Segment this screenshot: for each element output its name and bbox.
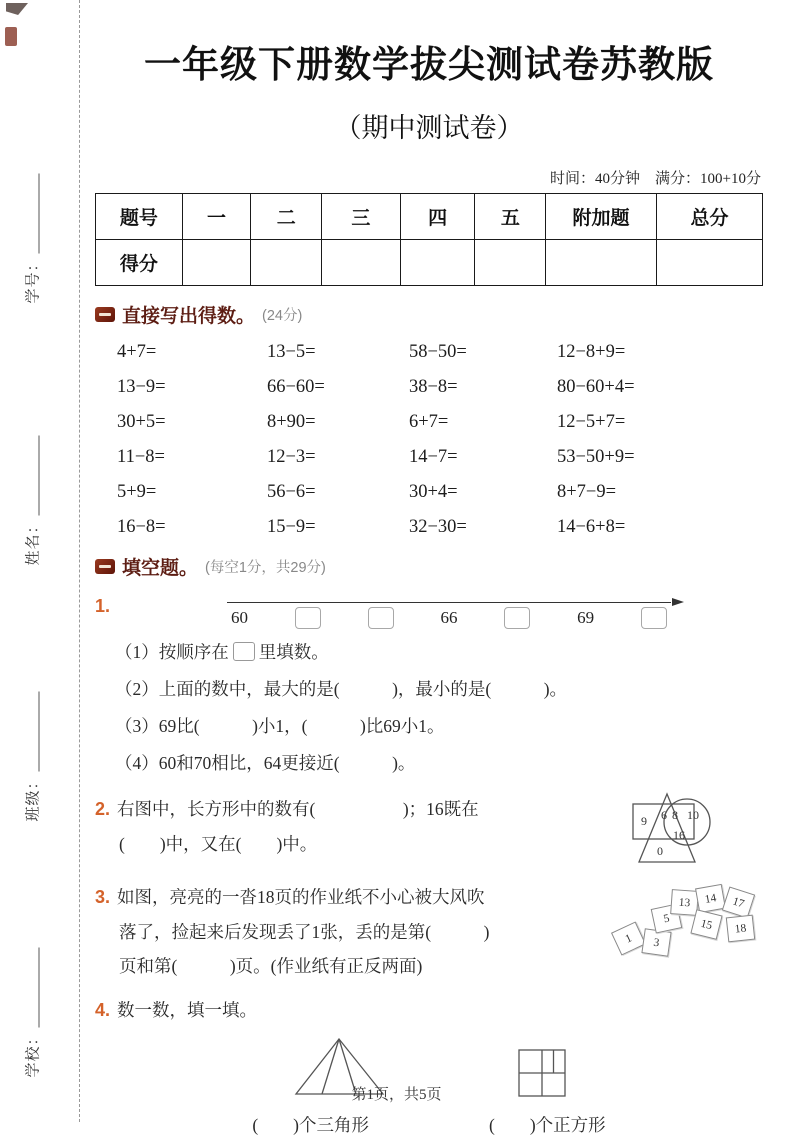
svg-text:0: 0 bbox=[657, 843, 663, 858]
question-3-text: 3. 如图，亮亮的一沓18页的作业纸不小心被大风吹 落了，捡起来后发现丢了1张，丢的是第( ) 页和第( )页。(作业纸有正反两面) bbox=[95, 880, 613, 983]
school-field bbox=[22, 928, 43, 1078]
binding-margin bbox=[0, 0, 84, 1122]
page-title: 一年级下册数学拔尖测试卷苏教版 bbox=[144, 45, 714, 86]
class-blank-line bbox=[25, 691, 40, 771]
paper-sheet: 15 bbox=[690, 909, 722, 940]
question-1 bbox=[95, 596, 763, 629]
question-1-sub-1: （1）按顺序在 里填数。 bbox=[115, 642, 329, 662]
problem: 12−5+7= bbox=[557, 412, 626, 432]
score-cell-empty bbox=[656, 240, 762, 286]
question-4: 4. 数一数，填一填。 bbox=[95, 999, 258, 1020]
svg-text:6: 6 bbox=[661, 807, 667, 822]
score-table-header-row bbox=[96, 194, 763, 240]
shapes-figure bbox=[629, 792, 721, 868]
question-4-answers bbox=[95, 1112, 763, 1137]
problem: 13−9= bbox=[117, 377, 166, 397]
problem: 6+7= bbox=[409, 412, 449, 432]
number-line-label: 66 bbox=[440, 608, 458, 627]
question-1-sub-2: （2）上面的数中，最大的是( )，最小的是( )。 bbox=[115, 679, 568, 700]
score-cell-empty bbox=[251, 240, 322, 286]
name-blank-line bbox=[25, 435, 40, 515]
school-label: 学校： bbox=[24, 1029, 42, 1078]
score-table bbox=[95, 193, 763, 286]
score-cell-empty bbox=[546, 240, 657, 286]
problem: 8+90= bbox=[267, 412, 316, 432]
question-2 bbox=[95, 792, 763, 868]
problem: 8+7−9= bbox=[557, 482, 617, 502]
problem: 80−60+4= bbox=[557, 377, 635, 397]
number-line-items bbox=[227, 607, 671, 629]
paper-content bbox=[95, 0, 763, 1137]
class-field bbox=[22, 672, 43, 822]
paper-sheet: 5 bbox=[651, 903, 683, 933]
problem: 16−8= bbox=[117, 517, 166, 537]
fold-dashed-line bbox=[79, 0, 80, 1122]
fill-in-box bbox=[504, 607, 530, 629]
page-footer: 第1页，共5页 bbox=[351, 1087, 442, 1103]
score-table-header: 总分 bbox=[656, 194, 762, 240]
school-blank-line bbox=[25, 947, 40, 1027]
fill-in-box bbox=[295, 607, 321, 629]
section1-header bbox=[95, 301, 763, 328]
svg-text:16: 16 bbox=[673, 827, 685, 842]
square-count-blank: ( )个正方形 bbox=[489, 1114, 606, 1135]
problem: 5+9= bbox=[117, 482, 157, 502]
number-line-label: 60 bbox=[231, 608, 249, 627]
name-label: 姓名： bbox=[24, 517, 42, 566]
paper-sheet: 1 bbox=[611, 921, 646, 955]
problem: 4+7= bbox=[117, 342, 157, 362]
problem: 38−8= bbox=[409, 377, 458, 397]
question-number: 4. bbox=[95, 999, 111, 1020]
paper-sheet: 17 bbox=[722, 886, 755, 918]
student-id-blank-line bbox=[25, 173, 40, 253]
svg-text:9: 9 bbox=[641, 813, 647, 828]
problem: 30+4= bbox=[409, 482, 458, 502]
problem: 32−30= bbox=[409, 517, 467, 537]
score-table-header: 二 bbox=[251, 194, 322, 240]
fill-in-box bbox=[233, 642, 255, 661]
section2-title: 填空题。 bbox=[122, 558, 199, 579]
page-subtitle: （期中测试卷） bbox=[334, 113, 524, 143]
paper-sheet: 14 bbox=[695, 883, 726, 912]
problem: 15−9= bbox=[267, 517, 316, 537]
section-marker-icon bbox=[95, 307, 115, 322]
name-field bbox=[22, 416, 43, 566]
problem: 56−6= bbox=[267, 482, 316, 502]
problem: 58−50= bbox=[409, 342, 467, 362]
question-2-text: 2. 右图中，长方形中的数有( )；16既在 ( )中，又在( )中。 bbox=[95, 792, 623, 861]
score-cell-empty bbox=[400, 240, 475, 286]
score-table-header: 五 bbox=[475, 194, 546, 240]
paper-sheet: 3 bbox=[641, 928, 671, 957]
time-and-score-info: 时间：40分钟 满分：100+10分 bbox=[550, 171, 761, 187]
student-id-field bbox=[22, 154, 43, 304]
problem: 53−50+9= bbox=[557, 447, 635, 467]
problem: 12−8+9= bbox=[557, 342, 626, 362]
svg-text:8: 8 bbox=[672, 807, 678, 822]
problem: 11−8= bbox=[117, 447, 165, 467]
question-3 bbox=[95, 880, 763, 983]
score-table-header: 四 bbox=[400, 194, 475, 240]
class-label: 班级： bbox=[24, 773, 42, 822]
number-line bbox=[227, 602, 671, 629]
question-number: 2. bbox=[95, 798, 111, 819]
svg-text:10: 10 bbox=[687, 807, 699, 822]
scattered-papers-figure bbox=[613, 886, 763, 958]
section1-title: 直接写出得数。 bbox=[122, 306, 256, 327]
score-table-header: 一 bbox=[182, 194, 251, 240]
section2-points: (每空1分，共29分) bbox=[205, 560, 326, 576]
score-table-header: 题号 bbox=[96, 194, 183, 240]
problem: 14−7= bbox=[409, 447, 458, 467]
paper-sheet: 13 bbox=[670, 889, 699, 916]
problem: 12−3= bbox=[267, 447, 316, 467]
question-1-sub-3: （3）69比( )小1，( )比69小1。 bbox=[115, 716, 445, 737]
number-line-axis bbox=[227, 602, 671, 603]
section2-header bbox=[95, 553, 763, 580]
problem: 66−60= bbox=[267, 377, 325, 397]
problem: 30+5= bbox=[117, 412, 166, 432]
score-cell-empty bbox=[475, 240, 546, 286]
number-line-label: 69 bbox=[577, 608, 595, 627]
student-id-label: 学号： bbox=[24, 255, 42, 304]
score-table-score-row bbox=[96, 240, 763, 286]
question-number: 1. bbox=[95, 596, 111, 616]
problem: 14−6+8= bbox=[557, 517, 626, 537]
paper-sheet: 18 bbox=[726, 914, 755, 942]
question-1-sub-4: （4）60和70相比，64更接近( )。 bbox=[115, 753, 416, 774]
score-row-label: 得分 bbox=[96, 240, 183, 286]
section1-points: (24分) bbox=[262, 308, 303, 324]
question-number: 3. bbox=[95, 886, 111, 907]
score-table-header: 三 bbox=[322, 194, 401, 240]
problem: 13−5= bbox=[267, 342, 316, 362]
triangle-count-blank: ( )个三角形 bbox=[252, 1114, 369, 1135]
fill-in-box bbox=[368, 607, 394, 629]
arithmetic-problems bbox=[117, 342, 763, 538]
fill-in-box bbox=[641, 607, 667, 629]
section-marker-icon bbox=[95, 559, 115, 574]
score-cell-empty bbox=[322, 240, 401, 286]
score-table-header: 附加题 bbox=[546, 194, 657, 240]
score-cell-empty bbox=[182, 240, 251, 286]
